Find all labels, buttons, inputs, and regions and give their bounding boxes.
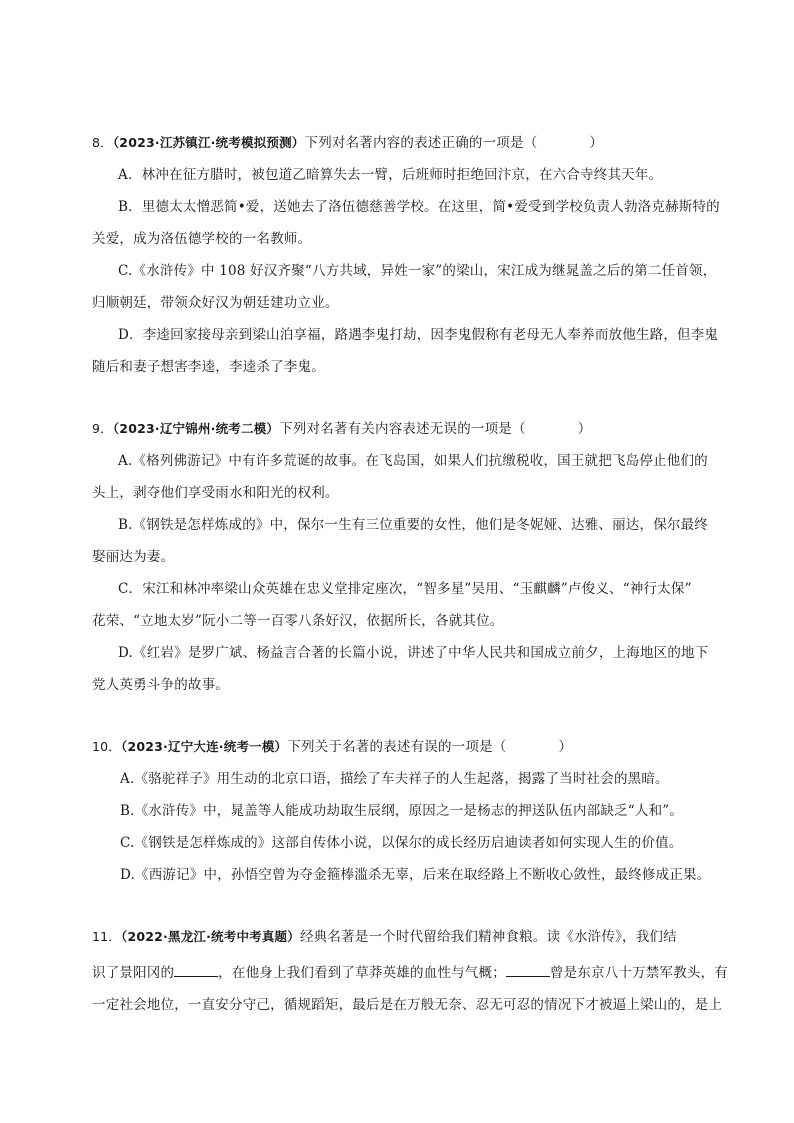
question-9-option-d-cont: 党人英勇斗争的故事。 xyxy=(92,677,229,693)
question-text: 曾是东京八十万禁军教头，有 xyxy=(549,965,729,981)
question-9-option-c: C．宋江和林冲率梁山众英雄在忠义堂排定座次，“智多星”吴用、“玉麒麟”卢俊义、“神行太保” xyxy=(118,581,692,597)
question-text: 下列关于名著的表述有误的一项是（ xyxy=(287,739,507,755)
question-source: （2023·辽宁大连·统考一模） xyxy=(121,739,288,754)
question-source: （2023·江苏镇江·统考模拟预测） xyxy=(112,135,305,150)
question-9-option-c-cont: 花荣、“立地太岁”阮小二等一百零八条好汉，依据所长，各就其位。 xyxy=(92,613,504,629)
question-10-option-c: C.《钢铁是怎样炼成的》这部自传体小说，以保尔的成长经历启迪读者如何实现人生的价值。 xyxy=(120,835,683,851)
question-11-line-3: 一定社会地位，一直安分守己，循规蹈矩，最后是在万般无奈、忍无可忍的情况下才被逼上梁山的，是上 xyxy=(92,997,723,1013)
question-9-option-b: B.《钢铁是怎样炼成的》中，保尔一生有三位重要的女性，他们是冬妮娅、达雅、丽达，保尔最终 xyxy=(118,517,709,533)
question-text: 下列对名著内容的表述正确的一项是（ xyxy=(304,135,538,151)
question-9-option-a-cont: 头上，剥夺他们享受雨水和阳光的权利。 xyxy=(92,485,339,501)
answer-paren-close: ） xyxy=(577,421,592,437)
question-8-stem xyxy=(92,134,603,152)
question-11-stem xyxy=(92,928,677,946)
question-source: （2023·辽宁锦州·统考二模） xyxy=(112,421,280,436)
question-8-option-b-cont: 关爱，成为洛伍德学校的一名教师。 xyxy=(92,231,312,247)
question-number: 9． xyxy=(92,421,113,436)
answer-paren-close: ） xyxy=(589,135,604,151)
question-number: 8． xyxy=(92,135,113,150)
question-10-option-b: B.《水浒传》中，晁盖等人能成功劫取生辰纲，原因之一是杨志的押送队伍内部缺乏“人和”。 xyxy=(120,803,684,819)
question-8-option-d: D．李逵回家接母亲到梁山泊享福，路遇李鬼打劫，因李鬼假称有老母无人奉养而放他生路，但李鬼 xyxy=(118,327,719,343)
question-10-option-d: D.《西游记》中，孙悟空曾为夺金箍棒滥杀无辜，后来在取经路上不断收心敛性，最终修成正果。 xyxy=(120,867,711,883)
question-9-stem xyxy=(92,420,591,438)
question-9-option-d: D.《红岩》是罗广斌、杨益言合著的长篇小说，讲述了中华人民共和国成立前夕，上海地区的地下 xyxy=(118,645,709,661)
question-8-option-c: C.《水浒传》中 108 好汉齐聚“八方共域，异姓一家”的梁山，宋江成为继晁盖之后的第二任首领， xyxy=(118,263,717,279)
question-8-option-c-cont: 归顺朝廷，带领众好汉为朝廷建功立业。 xyxy=(92,295,339,311)
question-number: 10． xyxy=(92,739,122,754)
question-8-option-b: B．里德太太憎恶简•爱，送她去了洛伍德慈善学校。在这里，简•爱受到学校负责人勃洛克赫斯特的 xyxy=(118,199,720,215)
fill-blank[interactable] xyxy=(506,962,550,977)
question-text: 识了景阳冈的 xyxy=(92,965,175,981)
question-text: 下列对名著有关内容表述无误的一项是（ xyxy=(279,421,526,437)
question-source: （2022·黑龙江·统考中考真题） xyxy=(121,929,300,944)
question-11-line-2 xyxy=(92,962,728,982)
question-text: 经典名著是一个时代留给我们精神食粮。读《水浒传》，我们结 xyxy=(299,929,677,945)
answer-paren-close: ） xyxy=(558,739,573,755)
fill-blank[interactable] xyxy=(174,962,218,977)
question-10-stem xyxy=(92,738,572,756)
question-8-option-a: A．林冲在征方腊时，被包道乙暗算失去一臂，后班师时拒绝回汴京，在六合寺终其天年。 xyxy=(118,167,663,183)
question-9-option-a: A.《格列佛游记》中有许多荒诞的故事。在飞岛国，如果人们抗缴税收，国王就把飞岛停止他们的 xyxy=(118,453,708,469)
question-9-option-b-cont: 娶丽达为妻。 xyxy=(92,549,175,565)
question-10-option-a: A.《骆驼祥子》用生动的北京口语，描绘了车夫祥子的人生起落，揭露了当时社会的黑暗。 xyxy=(120,771,669,787)
question-text: ，在他身上我们看到了草莽英雄的血性与气概； xyxy=(218,965,506,981)
question-number: 11． xyxy=(92,929,122,944)
question-8-option-d-cont: 随后和妻子想害李逵，李逵杀了李鬼。 xyxy=(92,359,325,375)
